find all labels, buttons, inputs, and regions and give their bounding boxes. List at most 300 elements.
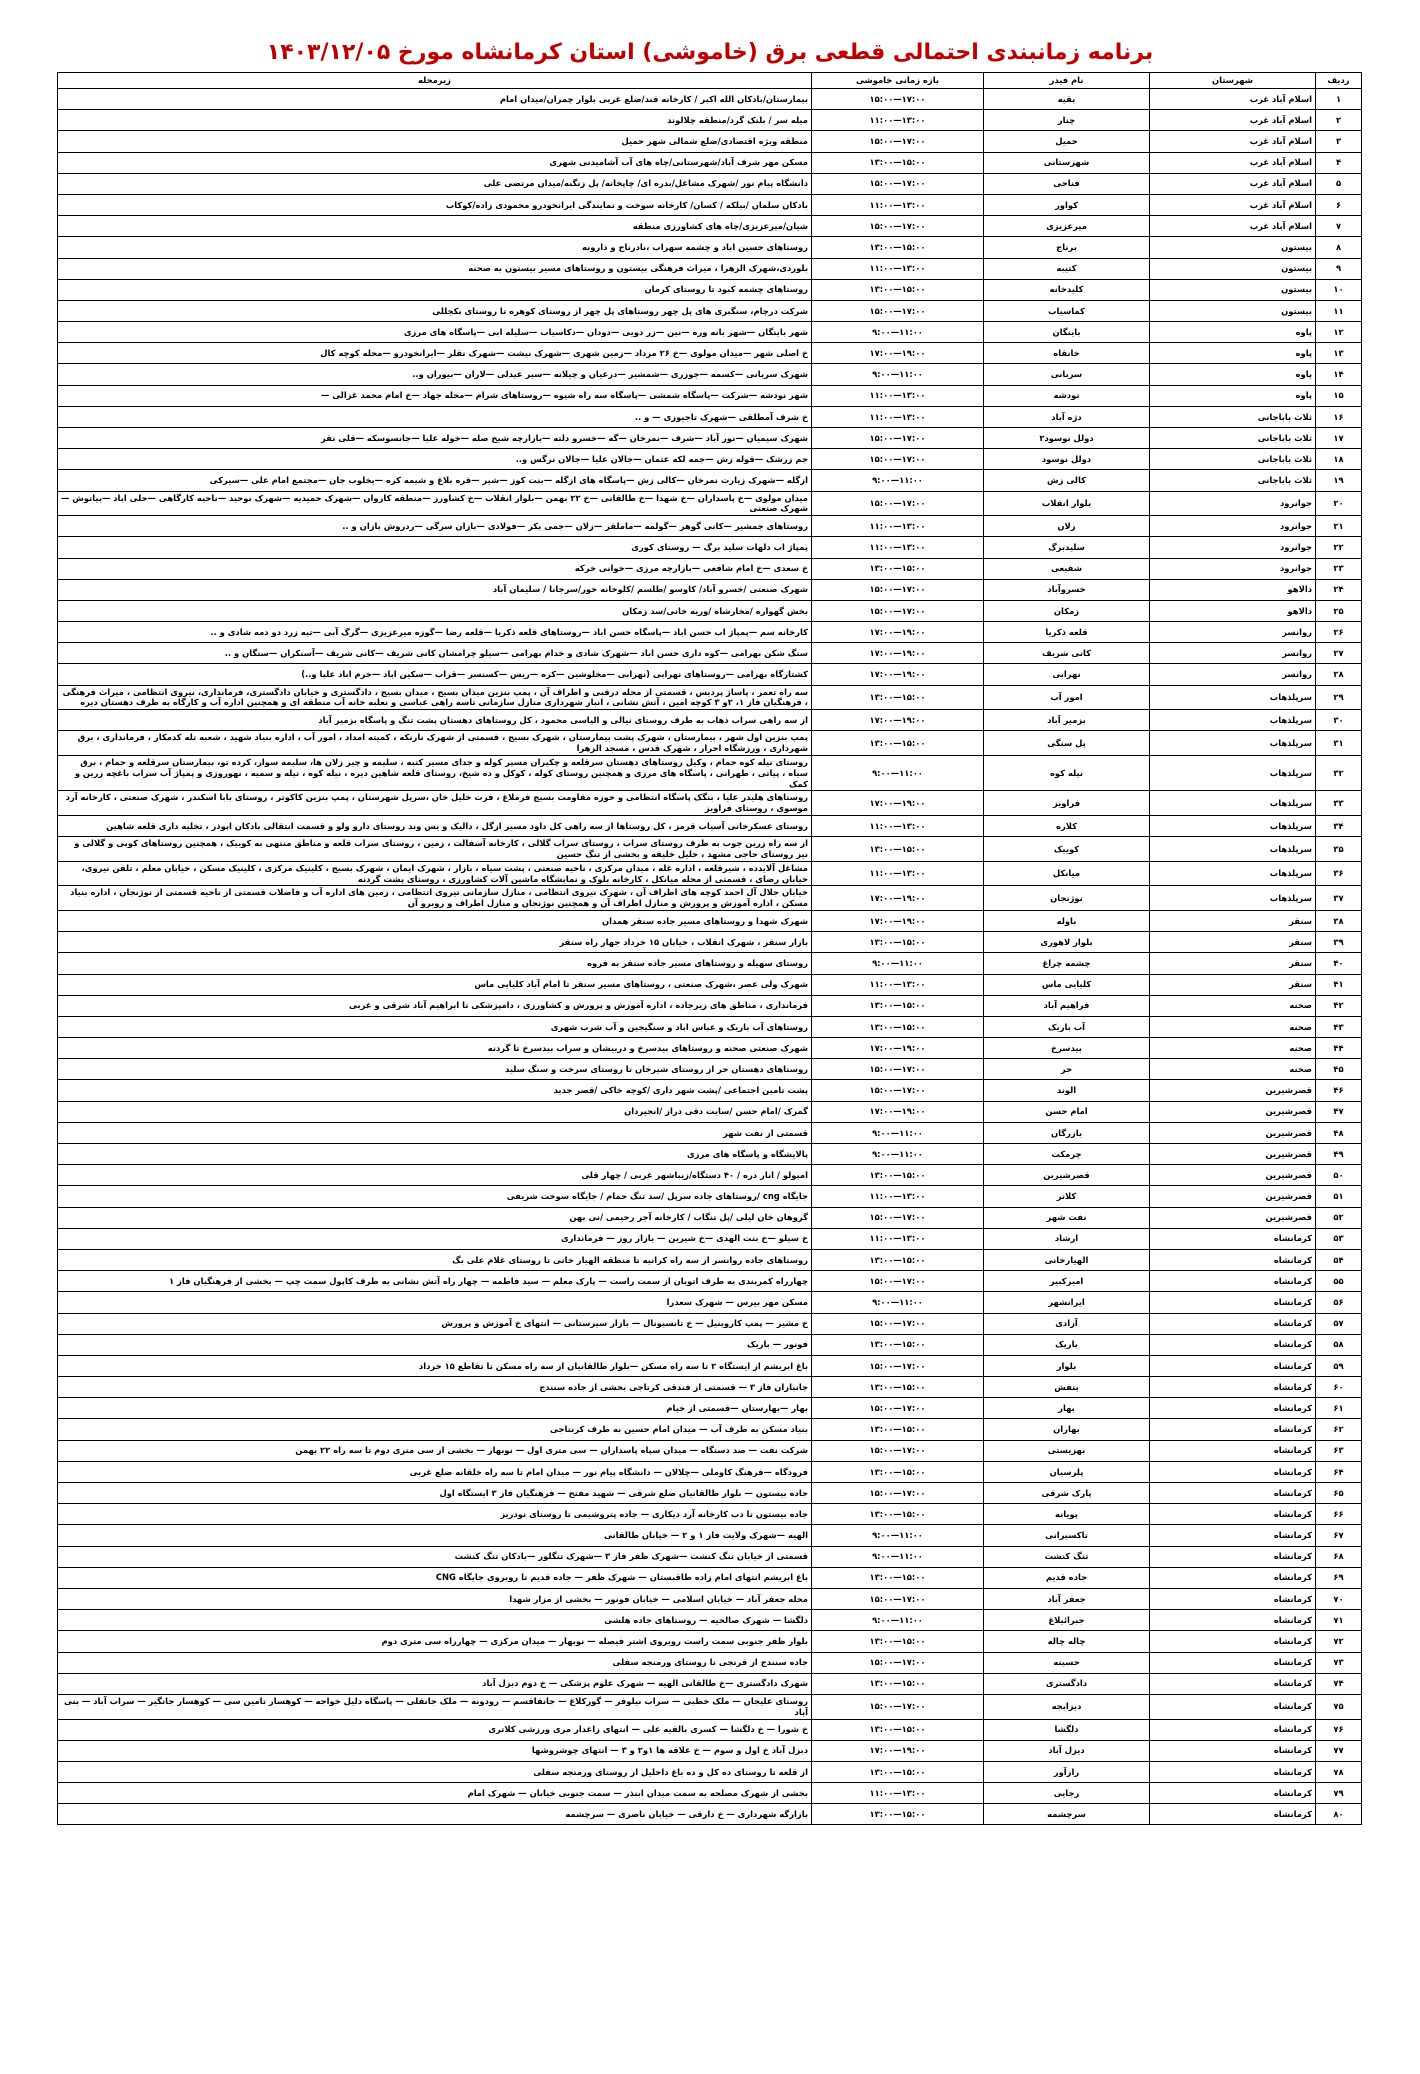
table-row: [58, 1059, 1362, 1080]
feeder-cell: کواور: [984, 194, 1150, 215]
table-row: [58, 537, 1362, 558]
row-number: ۷۱: [1316, 1610, 1362, 1631]
time-cell: ۱۵:۰۰—۱۷:۰۰: [812, 89, 984, 110]
feeder-cell: بلوار انقلاب: [984, 491, 1150, 516]
city-cell: صحنه: [1150, 1016, 1316, 1037]
time-cell: ۱۵:۰۰—۱۷:۰۰: [812, 1483, 984, 1504]
city-cell: قصرشیرین: [1150, 1207, 1316, 1228]
time-cell: ۱۱:۰۰—۱۳:۰۰: [812, 1186, 984, 1207]
time-cell: ۱۳:۰۰—۱۵:۰۰: [812, 1016, 984, 1037]
header-area: زیرمحله: [58, 73, 812, 89]
city-cell: کرمانشاه: [1150, 1546, 1316, 1567]
city-cell: کرمانشاه: [1150, 1334, 1316, 1355]
table-row: [58, 1483, 1362, 1504]
row-number: ۶۸: [1316, 1546, 1362, 1567]
feeder-cell: میانکل: [984, 861, 1150, 886]
area-cell: خ مشیر — پمپ کاروینیل — خ تانسیونال — بازار سیرستانی — انتهای خ آموزش و پرورش: [58, 1313, 812, 1334]
feeder-cell: زلان: [984, 516, 1150, 537]
feeder-cell: سرچشمه: [984, 1804, 1150, 1825]
city-cell: اسلام آباد غرب: [1150, 89, 1316, 110]
header-city: شهرستان: [1150, 73, 1316, 89]
table-row: [58, 89, 1362, 110]
time-cell: ۱۷:۰۰—۱۹:۰۰: [812, 886, 984, 911]
row-number: ۷۵: [1316, 1694, 1362, 1719]
table-header-row: [58, 73, 1362, 89]
time-cell: ۱۵:۰۰—۱۷:۰۰: [812, 1080, 984, 1101]
city-cell: بیستون: [1150, 279, 1316, 300]
area-cell: کارخانه سم —پمپاژ اب حسن اباد —پاسگاه حسن اباد —روستاهای قلعه ذکریا —قلعه رضا —گوزه میرعزیزی —گرگ آبی —تیه زرد دو دمه شادی و ..: [58, 622, 812, 643]
feeder-cell: قصرشیرین: [984, 1165, 1150, 1186]
time-cell: ۱۱:۰۰—۱۳:۰۰: [812, 516, 984, 537]
row-number: ۴۸: [1316, 1122, 1362, 1143]
table-row: [58, 1144, 1362, 1165]
feeder-cell: دیزل آباد: [984, 1740, 1150, 1761]
area-cell: شرکت درچام، سنگبری های پل چهر روستاهای پل چهر از روستای کوهره تا روستای بکجللی: [58, 300, 812, 321]
row-number: ۷۸: [1316, 1761, 1362, 1782]
area-cell: بهار —بهارستان —قسمتی از خیام: [58, 1398, 812, 1419]
city-cell: روانسر: [1150, 643, 1316, 664]
city-cell: کرمانشاه: [1150, 1355, 1316, 1376]
table-row: [58, 861, 1362, 886]
area-cell: شیان/میرعزیزی/چاه های کشاورزی منطقه: [58, 216, 812, 237]
feeder-cell: امام حسن: [984, 1101, 1150, 1122]
city-cell: کرمانشاه: [1150, 1461, 1316, 1482]
time-cell: ۹:۰۰—۱۱:۰۰: [812, 1546, 984, 1567]
row-number: ۷۷: [1316, 1740, 1362, 1761]
feeder-cell: حمیل: [984, 131, 1150, 152]
table-row: [58, 237, 1362, 258]
feeder-cell: بهار: [984, 1398, 1150, 1419]
row-number: ۳۰: [1316, 710, 1362, 731]
city-cell: کرمانشاه: [1150, 1631, 1316, 1652]
city-cell: سرپلذهاب: [1150, 886, 1316, 911]
area-cell: روستای نیله کوه حمام ، وکیل روستاهای دهستان سرقلعه و چکیران مسیر کوله و جدای مسیر کتبه ، سلیمه و چیر زلان ها، سلیمه سوار، کرده تو، بیمارستان سرقلعه و حمام ، برق سیاه ، پیاتی ، طهرانی ، پاسگاه های مرزی و همچنین روستای کوله ، کوکل و ده شیخ، روستای قلعه شاهین دیره ، نیله کوه ، تیله و سمیه ، نهوروزی و پمپاژ آب سراب باغچه زرین و کمک: [58, 756, 812, 791]
feeder-cell: ارشاد: [984, 1228, 1150, 1249]
table-row: [58, 1804, 1362, 1825]
area-cell: روستاهای جاده روانسر از سه راه کرانیه تا منطقه الهیار خانی تا روستای غلام علی بگ: [58, 1249, 812, 1270]
city-cell: کرمانشاه: [1150, 1740, 1316, 1761]
time-cell: ۱۱:۰۰—۱۳:۰۰: [812, 861, 984, 886]
area-cell: روستای سهیله و روستاهای مسیر جاده سنقر به فروه: [58, 953, 812, 974]
time-cell: ۱۷:۰۰—۱۹:۰۰: [812, 1101, 984, 1122]
city-cell: اسلام آباد غرب: [1150, 131, 1316, 152]
feeder-cell: چشمه چراغ: [984, 953, 1150, 974]
area-cell: بلوار ظفر جنوبی سمت راست روبروی اشتر فیصله — نوبهار — میدان مرکزی — چهارراه سی متری دوم: [58, 1631, 812, 1652]
time-cell: ۱۱:۰۰—۱۳:۰۰: [812, 406, 984, 427]
time-cell: ۱۳:۰۰—۱۵:۰۰: [812, 1249, 984, 1270]
row-number: ۱۰: [1316, 279, 1362, 300]
row-number: ۱۶: [1316, 406, 1362, 427]
area-cell: سنگ شکن بهرامی —کوه داری حسن اباد —شهرک شادی و خدام بهرامی —سیلو چرامشان کانی شریف —کانی شریف —آسنکران —سنگان و ..: [58, 643, 812, 664]
area-cell: الهیه —شهرک ولایت فاز ۱ و ۲ — خیابان طالقانی: [58, 1525, 812, 1546]
area-cell: بادکان سلمان /بیلکه / کسان/ کارخانه سوخت و نمایندگی ایرانخودرو محمودی زاده/کوکاب: [58, 194, 812, 215]
city-cell: کرمانشاه: [1150, 1398, 1316, 1419]
time-cell: ۱۳:۰۰—۱۵:۰۰: [812, 1334, 984, 1355]
area-cell: از سه راهی سراب ذهاب به طرف روستای نیالی و الیاسی محمود ، کل روستاهای دهستان پشت تنگ و پاسگاه بزمیر آباد: [58, 710, 812, 731]
city-cell: اسلام آباد غرب: [1150, 110, 1316, 131]
feeder-cell: کلاره: [984, 816, 1150, 837]
time-cell: ۱۳:۰۰—۱۵:۰۰: [812, 1719, 984, 1740]
feeder-cell: بزمیر آباد: [984, 710, 1150, 731]
feeder-cell: باینگان: [984, 322, 1150, 343]
row-number: ۵۹: [1316, 1355, 1362, 1376]
table-row: [58, 1122, 1362, 1143]
city-cell: کرمانشاه: [1150, 1719, 1316, 1740]
city-cell: کرمانشاه: [1150, 1567, 1316, 1588]
row-number: ۴۲: [1316, 995, 1362, 1016]
city-cell: روانسر: [1150, 622, 1316, 643]
row-number: ۶: [1316, 194, 1362, 215]
row-number: ۱۳: [1316, 343, 1362, 364]
table-row: [58, 685, 1362, 710]
feeder-cell: چرمکت: [984, 1144, 1150, 1165]
row-number: ۲: [1316, 110, 1362, 131]
feeder-cell: دولل نوسود۲: [984, 428, 1150, 449]
row-number: ۶۰: [1316, 1377, 1362, 1398]
time-cell: ۱۱:۰۰—۱۳:۰۰: [812, 110, 984, 131]
feeder-cell: کلیدخانه: [984, 279, 1150, 300]
table-row: [58, 1271, 1362, 1292]
city-cell: ثلاث باباجانی: [1150, 470, 1316, 491]
time-cell: ۹:۰۰—۱۱:۰۰: [812, 1292, 984, 1313]
table-row: [58, 1694, 1362, 1719]
row-number: ۴۱: [1316, 974, 1362, 995]
area-cell: گروهان خان لیلی /پل تنگاب / کارخانه آجر رحیمی /نی بهن: [58, 1207, 812, 1228]
city-cell: دالاهو: [1150, 600, 1316, 621]
time-cell: ۱۷:۰۰—۱۹:۰۰: [812, 1038, 984, 1059]
area-cell: میله سر / بلنک گرد/منطقه چلالوند: [58, 110, 812, 131]
feeder-cell: چنار: [984, 110, 1150, 131]
area-cell: باغ ابریشم انتهای امام زاده طاقبستان — شهرک ظفر — جاده قدیم تا روبروی جایگاه CNG: [58, 1567, 812, 1588]
table-row: [58, 1588, 1362, 1609]
feeder-cell: زمکان: [984, 600, 1150, 621]
table-row: [58, 385, 1362, 406]
row-number: ۳: [1316, 131, 1362, 152]
area-cell: قسمتی از خیابان تنگ کنشت —شهرک ظفر فاز ۳ —شهرک تنگلور —بادکان تنگ کنشت: [58, 1546, 812, 1567]
table-row: [58, 886, 1362, 911]
feeder-cell: خسروآباد: [984, 579, 1150, 600]
table-row: [58, 1355, 1362, 1376]
table-row: [58, 300, 1362, 321]
feeder-cell: خانقاه: [984, 343, 1150, 364]
row-number: ۴۰: [1316, 953, 1362, 974]
time-cell: ۱۷:۰۰—۱۹:۰۰: [812, 1740, 984, 1761]
row-number: ۳۶: [1316, 861, 1362, 886]
city-cell: سرپلذهاب: [1150, 861, 1316, 886]
row-number: ۲۷: [1316, 643, 1362, 664]
table-row: [58, 1761, 1362, 1782]
table-row: [58, 664, 1362, 685]
city-cell: کرمانشاه: [1150, 1673, 1316, 1694]
time-cell: ۱۳:۰۰—۱۵:۰۰: [812, 1419, 984, 1440]
time-cell: ۱۳:۰۰—۱۵:۰۰: [812, 1165, 984, 1186]
row-number: ۶۱: [1316, 1398, 1362, 1419]
time-cell: ۱۳:۰۰—۱۵:۰۰: [812, 1673, 984, 1694]
city-cell: اسلام آباد غرب: [1150, 152, 1316, 173]
feeder-cell: کالی زش: [984, 470, 1150, 491]
time-cell: ۱۳:۰۰—۱۵:۰۰: [812, 837, 984, 862]
time-cell: ۱۷:۰۰—۱۹:۰۰: [812, 343, 984, 364]
table-row: [58, 816, 1362, 837]
table-row: [58, 1377, 1362, 1398]
feeder-cell: بنفش: [984, 1377, 1150, 1398]
city-cell: کرمانشاه: [1150, 1694, 1316, 1719]
time-cell: ۹:۰۰—۱۱:۰۰: [812, 364, 984, 385]
area-cell: مسکن مهر شرف آباد/شهرستانی/چاه های آب آشامیدنی شهری: [58, 152, 812, 173]
time-cell: ۱۵:۰۰—۱۷:۰۰: [812, 1355, 984, 1376]
city-cell: کرمانشاه: [1150, 1419, 1316, 1440]
table-row: [58, 643, 1362, 664]
area-cell: روستای عسکرخانی آسیاب قرمز ، کل روستاها از سه راهی کل داود مسیر ازگل ، دالیک و یس وند روستای دارو ولو و قسمت انتقالی بادکان ابوذر ، تخلیه داری قلعه شاهین: [58, 816, 812, 837]
table-row: [58, 932, 1362, 953]
area-cell: روستاهای حسین اباد و چشمه سهراب ،نادرناج و دارونه: [58, 237, 812, 258]
area-cell: پمپاژ اب دلهات سلید برگ — روستای کوری: [58, 537, 812, 558]
table-row: [58, 173, 1362, 194]
table-row: [58, 1334, 1362, 1355]
time-cell: ۱۵:۰۰—۱۷:۰۰: [812, 1694, 984, 1719]
row-number: ۴۷: [1316, 1101, 1362, 1122]
feeder-cell: سربانی: [984, 364, 1150, 385]
header-row-number: ردیف: [1316, 73, 1362, 89]
row-number: ۷: [1316, 216, 1362, 237]
table-row: [58, 558, 1362, 579]
row-number: ۸۰: [1316, 1804, 1362, 1825]
area-cell: فونور — باریک: [58, 1334, 812, 1355]
feeder-cell: جاده قدیم: [984, 1567, 1150, 1588]
table-row: [58, 279, 1362, 300]
table-row: [58, 343, 1362, 364]
area-cell: شرکت نفت — صد دستگاه — میدان سپاه پاسداران — سی متری اول — نوبهار — بخشی از سی متری دوم تا سه راه ۲۲ بهمن: [58, 1440, 812, 1461]
city-cell: قصرشیرین: [1150, 1080, 1316, 1101]
area-cell: روستاهای هلیدر علیا ، بنگک پاسگاه انتظامی و حوزه مقاومت بسیج فرملاغ ، فرت خلیل خان ،سرپل شهرستان ، پمپ بنزین کاکوتر ، روستای بابا اسکندر ، شهرک صنعتی ، کارخانه آرد موسوی ، روستای فراویز: [58, 791, 812, 816]
time-cell: ۱۵:۰۰—۱۷:۰۰: [812, 1207, 984, 1228]
area-cell: شهرک شهدا و روستاهای مسیر جاده سنقر همدان: [58, 910, 812, 931]
area-cell: بخش گهواره /مخارشاه /وریه خانی/سد زمکان: [58, 600, 812, 621]
row-number: ۵۳: [1316, 1228, 1362, 1249]
row-number: ۹: [1316, 258, 1362, 279]
time-cell: ۱۵:۰۰—۱۷:۰۰: [812, 131, 984, 152]
city-cell: کرمانشاه: [1150, 1610, 1316, 1631]
time-cell: ۱۱:۰۰—۱۳:۰۰: [812, 537, 984, 558]
feeder-cell: تاکسیرانی: [984, 1525, 1150, 1546]
feeder-cell: بلوار لاهوری: [984, 932, 1150, 953]
time-cell: ۱۳:۰۰—۱۵:۰۰: [812, 237, 984, 258]
row-number: ۵۸: [1316, 1334, 1362, 1355]
city-cell: کرمانشاه: [1150, 1504, 1316, 1525]
feeder-cell: قلعه ذکریا: [984, 622, 1150, 643]
feeder-cell: بقیه: [984, 89, 1150, 110]
feeder-cell: باریک: [984, 1334, 1150, 1355]
city-cell: کرمانشاه: [1150, 1783, 1316, 1804]
table-row: [58, 995, 1362, 1016]
time-cell: ۱۳:۰۰—۱۵:۰۰: [812, 1804, 984, 1825]
area-cell: شهرک سربانی —کسمه —جوزری —شمشیر —درعیان و چیلانه —سیر عیدلی —لاران —بیوران و..: [58, 364, 812, 385]
table-row: [58, 974, 1362, 995]
time-cell: ۱۳:۰۰—۱۵:۰۰: [812, 279, 984, 300]
table-body: [58, 89, 1362, 1825]
area-cell: شهرک صنعتی صحنه و روستاهای بیدسرخ و دربیشان و سراب بیدسرخ تا گردنه: [58, 1038, 812, 1059]
area-cell: خ شورا — خ دلگشا — کسری بالقیه علی — انتهای زاغدار مری ورزشی کلاتری: [58, 1719, 812, 1740]
table-row: [58, 1610, 1362, 1631]
city-cell: جوانرود: [1150, 516, 1316, 537]
city-cell: کرمانشاه: [1150, 1377, 1316, 1398]
feeder-cell: آزادی: [984, 1313, 1150, 1334]
feeder-cell: الهیارخانی: [984, 1249, 1150, 1270]
area-cell: بلوردی،شهرک الزهرا ، میراث فرهنگی بیستون و روستاهای مسیر بیستون به صحنه: [58, 258, 812, 279]
area-cell: شهرک ولی عصر ،شهرک صنعتی ، روستاهای مسیر سنقر تا امام آباد کلیایی ماس: [58, 974, 812, 995]
city-cell: سرپلذهاب: [1150, 756, 1316, 791]
table-row: [58, 1652, 1362, 1673]
time-cell: ۱۳:۰۰—۱۵:۰۰: [812, 1567, 984, 1588]
city-cell: دالاهو: [1150, 579, 1316, 600]
row-number: ۶۲: [1316, 1419, 1362, 1440]
city-cell: سنقر: [1150, 932, 1316, 953]
table-row: [58, 449, 1362, 470]
city-cell: کرمانشاه: [1150, 1313, 1316, 1334]
feeder-cell: نوژنجان: [984, 886, 1150, 911]
feeder-cell: کتیبه: [984, 258, 1150, 279]
table-row: [58, 110, 1362, 131]
area-cell: جانبازان فاز ۳ — قسمتی از فندقی کرتاجی بخشی از جاده سنندج: [58, 1377, 812, 1398]
time-cell: ۱۷:۰۰—۱۹:۰۰: [812, 664, 984, 685]
table-row: [58, 953, 1362, 974]
row-number: ۲۴: [1316, 579, 1362, 600]
feeder-cell: دژه آباد: [984, 406, 1150, 427]
row-number: ۷۳: [1316, 1652, 1362, 1673]
area-cell: امبولو / انار دره / ۴۰ دستگاه/زیباشهر غربی / چهار قلی: [58, 1165, 812, 1186]
row-number: ۵۶: [1316, 1292, 1362, 1313]
feeder-cell: دادگستری: [984, 1673, 1150, 1694]
table-row: [58, 731, 1362, 756]
feeder-cell: برناج: [984, 237, 1150, 258]
city-cell: پاوه: [1150, 385, 1316, 406]
time-cell: ۱۳:۰۰—۱۵:۰۰: [812, 932, 984, 953]
header-time: بازه زمانی خاموشی: [812, 73, 984, 89]
area-cell: از سه راه زرین جوب به طرف روستای سراب ، روستای سراب گلالی ، کارخانه آسفالت ، زمین ، روستای سراب قلعه و مناطق منتهی به کوییک ، همچنین روستاهای کوبی و گلالی و نیز روستای حاجی مشهد ، خلیل خلیفه و بخشی از تنگ حسین: [58, 837, 812, 862]
city-cell: کرمانشاه: [1150, 1588, 1316, 1609]
table-row: [58, 1313, 1362, 1334]
area-cell: فرودگاه —فرهنگ کاوملی —چلالان — دانشگاه پیام نور — میدان امام تا سه راه خلقانه ضلع غربی: [58, 1461, 812, 1482]
time-cell: ۱۵:۰۰—۱۷:۰۰: [812, 1652, 984, 1673]
time-cell: ۱۳:۰۰—۱۵:۰۰: [812, 1631, 984, 1652]
time-cell: ۱۵:۰۰—۱۷:۰۰: [812, 300, 984, 321]
feeder-cell: بهاران: [984, 1419, 1150, 1440]
row-number: ۳۴: [1316, 816, 1362, 837]
city-cell: قصرشیرین: [1150, 1101, 1316, 1122]
area-cell: روستای علیجان — ملک خطبی — سراب نیلوفر — گورکلاغ — جانقاقسم — رودونه — ملک جانقلی — پاسگاه دلیل خواجه — کوهسار تامین سی — کوهسار جانگیر — سراب آباد — بنی آباد: [58, 1694, 812, 1719]
row-number: ۳۲: [1316, 756, 1362, 791]
city-cell: سرپلذهاب: [1150, 816, 1316, 837]
feeder-cell: سلیدبرگ: [984, 537, 1150, 558]
time-cell: ۹:۰۰—۱۱:۰۰: [812, 1610, 984, 1631]
table-row: [58, 1719, 1362, 1740]
feeder-cell: نیله کوه: [984, 756, 1150, 791]
feeder-cell: امیرکبیر: [984, 1271, 1150, 1292]
time-cell: ۱۳:۰۰—۱۵:۰۰: [812, 731, 984, 756]
time-cell: ۱۱:۰۰—۱۳:۰۰: [812, 258, 984, 279]
time-cell: ۱۵:۰۰—۱۷:۰۰: [812, 600, 984, 621]
city-cell: ثلاث باباجانی: [1150, 449, 1316, 470]
time-cell: ۱۷:۰۰—۱۹:۰۰: [812, 622, 984, 643]
table-row: [58, 1783, 1362, 1804]
time-cell: ۱۵:۰۰—۱۷:۰۰: [812, 428, 984, 449]
city-cell: کرمانشاه: [1150, 1525, 1316, 1546]
city-cell: سنقر: [1150, 974, 1316, 995]
feeder-cell: رجایی: [984, 1783, 1150, 1804]
city-cell: جوانرود: [1150, 558, 1316, 579]
table-row: [58, 1228, 1362, 1249]
row-number: ۸: [1316, 237, 1362, 258]
area-cell: روستاهای آب باریک و عباس اباد و سنگیجین و آب شرب شهری: [58, 1016, 812, 1037]
area-cell: بازارگه شهرداری — خ دارقی — خیابان ناصری — سرچشمه: [58, 1804, 812, 1825]
row-number: ۳۸: [1316, 910, 1362, 931]
table-row: [58, 1207, 1362, 1228]
table-row: [58, 1101, 1362, 1122]
time-cell: ۱۱:۰۰—۱۳:۰۰: [812, 974, 984, 995]
time-cell: ۱۱:۰۰—۱۳:۰۰: [812, 1228, 984, 1249]
page-title: برنامه زمانبندی احتمالی قطعی برق (خاموشی) استان کرمانشاه مورخ ۱۴۰۳/۱۲/۰۵: [266, 40, 1154, 65]
table-row: [58, 579, 1362, 600]
feeder-cell: پویانه: [984, 1504, 1150, 1525]
area-cell: شهر باینگان —شهر بانه وره —نین —زر دویی —دودان —دکاسیاب —سلیله ابی —پاسگاه های مرزی: [58, 322, 812, 343]
area-cell: روستاهای جمشیر —کانی گوهر —گولمه —ماملقر —زلان —جمی بکر —فولادی —بازان سرگی —ردروش بازان و ..: [58, 516, 812, 537]
table-row: [58, 1631, 1362, 1652]
row-number: ۶۶: [1316, 1504, 1362, 1525]
feeder-cell: میرعزیزی: [984, 216, 1150, 237]
table-row: [58, 1292, 1362, 1313]
city-cell: سرپلذهاب: [1150, 710, 1316, 731]
table-row: [58, 1546, 1362, 1567]
feeder-cell: آب باریک: [984, 1016, 1150, 1037]
row-number: ۶۹: [1316, 1567, 1362, 1588]
table-row: [58, 1461, 1362, 1482]
area-cell: خ سعدی —خ امام شافعی —بازارچه مرزی —خوانی خرکه: [58, 558, 812, 579]
area-cell: خیابان جلال آل احمد کوچه های اطراف آن ، شهرک نیروی انتظامی ، منازل سازمانی نیروی انتظامی ، زمین های اداره آب و فاضلاب قسمتی از ناحیه قسمتی از نوژنجان ، اداره بنیاد مسکن ، اداره آموزش و پرورش و منازل اطراف آن و همچنین نوژنجان و منازل اطراف و روبرو آن: [58, 886, 812, 911]
city-cell: کرمانشاه: [1150, 1483, 1316, 1504]
area-cell: بازار سنقر ، شهرک انقلاب ، خیابان ۱۵ خرداد جهار راه سنقر: [58, 932, 812, 953]
table-row: [58, 1165, 1362, 1186]
row-number: ۱۷: [1316, 428, 1362, 449]
city-cell: صحنه: [1150, 1059, 1316, 1080]
city-cell: اسلام آباد غرب: [1150, 173, 1316, 194]
city-cell: قصرشیرین: [1150, 1165, 1316, 1186]
city-cell: سرپلذهاب: [1150, 837, 1316, 862]
time-cell: ۹:۰۰—۱۱:۰۰: [812, 1144, 984, 1165]
time-cell: ۹:۰۰—۱۱:۰۰: [812, 1122, 984, 1143]
area-cell: شهرک سیمیان —نور آباد —شرف —نمرخان —گه —خسرو دلته —بازارچه شیخ صله —خوله علیا —جانسوسکه —قلی نقر: [58, 428, 812, 449]
area-cell: روستاهای چشمه کبود تا روستای کرمان: [58, 279, 812, 300]
feeder-cell: ایرانشهر: [984, 1292, 1150, 1313]
time-cell: ۱۵:۰۰—۱۷:۰۰: [812, 173, 984, 194]
feeder-cell: کلیایی ماس: [984, 974, 1150, 995]
row-number: ۵۷: [1316, 1313, 1362, 1334]
city-cell: کرمانشاه: [1150, 1292, 1316, 1313]
time-cell: ۹:۰۰—۱۱:۰۰: [812, 322, 984, 343]
table-row: [58, 710, 1362, 731]
area-cell: چهارراه کمربندی به طرف اتوبان از سمت راست — پارک معلم — سید فاطمه — چهار راه آتش نشانی به طرف کاپول سمت چپ — بخشی از فرهنگیان فاز ۱: [58, 1271, 812, 1292]
city-cell: پاوه: [1150, 364, 1316, 385]
row-number: ۵۰: [1316, 1165, 1362, 1186]
area-cell: جاده سنندج از قرنجی تا روستای ورمنجه سفلی: [58, 1652, 812, 1673]
time-cell: ۹:۰۰—۱۱:۰۰: [812, 756, 984, 791]
table-row: [58, 516, 1362, 537]
area-cell: جایگاه cng /روستاهای جاده سرپل /سد تنگ حمام / جایگاه سوخت شریفی: [58, 1186, 812, 1207]
feeder-cell: پل سنگی: [984, 731, 1150, 756]
area-cell: جاده بیستون — بلوار طالقانیان ضلع شرقی — شهید مفتح — فرهنگیان فاز ۳ ایستگاه اول: [58, 1483, 812, 1504]
area-cell: مشاغل آلایدده ، شیرقلعه ، اداره غله ، میدان مرکزی ، ناحیه صنعتی ، پشت سیاه ، بازار ، شهرک ایمان ، شهرک بسیج ، کلینیک مرکزی ، کلینیک مسکن ، خیابان معلم ، تلفن نیروی، خیابان رضای ، قسمتی از محله میانکل ، کارخانه بلوک و نمایشگاه ماشین آلات کشاورزی ، روستای پشت گردنه: [58, 861, 812, 886]
table-row: [58, 1080, 1362, 1101]
area-cell: محله جعفر آباد — خیابان اسلامی — خیابان فونور — بخشی از مزار شهدا: [58, 1588, 812, 1609]
